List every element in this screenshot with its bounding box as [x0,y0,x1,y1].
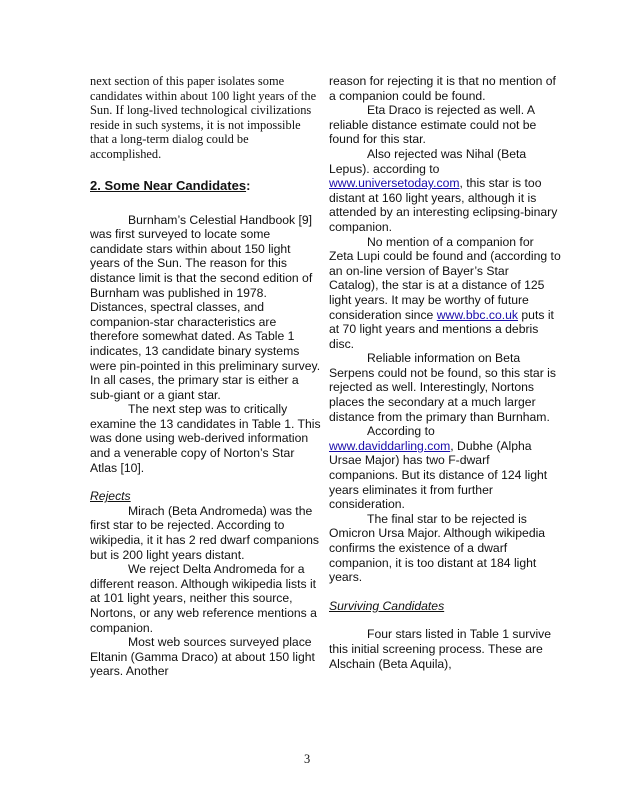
paragraph-next-step: The next step was to critically examine the 13 candidates in Table 1. This was done using web-derived information and a venerable copy of Norton’s Star Atlas [10]. [90,402,321,475]
section-heading-colon: : [246,177,251,193]
zeta-text-after: puts it at 70 light years and mentions a debris disc. [329,307,554,351]
nihal-text-before: Also rejected was Nihal (Beta Lepus). according to [329,146,527,176]
dubhe-text-before: According to [367,424,435,439]
link-bbc[interactable]: www.bbc.co.uk [436,307,519,322]
surviving-candidates-heading: Surviving Candidates [329,598,445,613]
nihal-text-after: , this star is too distant at 160 light years, although it is attended by an interesting eclipsing-binary companion. [329,176,558,234]
paragraph-omicron: The final star to be rejected is Omicron Ursa Major. Although wikipedia confirms the existence of a dwarf companion, it is too distant at 184 light years. [329,511,546,585]
paragraph-nihal [329,147,561,235]
paragraph-burnham: Burnham’s Celestial Handbook [9] was first surveyed to locate some candidate stars within about 150 light years of the Sun. The reason for this distance limit is that the second edition of Burnham was published in 1978. Distances, spectral classes, and companion-star characteristics are therefore somewhat dated. As Table 1 indicates, 13 candidate binary systems were pin-pointed in this preliminary survey. In all cases, the primary star is either a sub-giant or a giant star. [90,212,321,402]
paragraph-zeta-lupi [329,235,561,352]
paragraph-delta-andromeda: We reject Delta Andromeda for a different reason. Although wikipedia lists it at 101 light years, neither this source, Nortons, or any web reference mentions a companion. [90,562,317,635]
page-number: 3 [304,752,311,766]
section-heading-text: 2. Some Near Candidates [90,177,247,193]
right-column [329,74,561,671]
paragraph-eta-draco: Eta Draco is rejected as well. A reliable distance estimate could not be found for this star. [329,103,537,147]
paragraph-dubhe [329,424,561,512]
paragraph-eltanin-continued: reason for rejecting it is that no mention of a companion could be found. [329,74,556,103]
paragraph-eltanin: Most web sources surveyed place Eltanin (Gamma Draco) at about 150 light years. Another [90,635,315,679]
paragraph-beta-serpens: Reliable information on Beta Serpens could not be found, so this star is rejected as well. Interestingly, Nortons places the secondary at a much larger distance from the primary than Burnham. [329,351,556,424]
link-daviddarling[interactable]: www.daviddarling.com [329,438,451,453]
intro-paragraph: next section of this paper isolates some candidates within about 100 light years of the Sun. If long-lived technological civilizations reside in such systems, it is not impossible that a long-term dialog could be accomplished. [90,74,317,161]
dubhe-text-after: , Dubhe (Alpha Ursae Major) has two F-dwarf companions. But its distance of 124 light years eliminates it from further consideration. [329,438,548,512]
paragraph-surviving: Four stars listed in Table 1 survive this initial screening process. These are Alschain (Beta Aquila), [329,627,552,671]
section-heading [90,178,322,193]
paragraph-mirach: Mirach (Beta Andromeda) was the first star to be rejected. According to wikipedia, it it has 2 red dwarf companions but is 200 light years distant. [90,503,319,562]
rejects-heading: Rejects [90,489,131,504]
left-column [90,74,322,679]
link-universetoday[interactable]: www.universetoday.com [329,176,460,191]
zeta-text-before: No mention of a companion for Zeta Lupi could be found and (according to an on-line version of Bayer’s Star Catalog), the star is at a distance of 125 light years. It may be worthy of future consideration since [329,234,561,322]
